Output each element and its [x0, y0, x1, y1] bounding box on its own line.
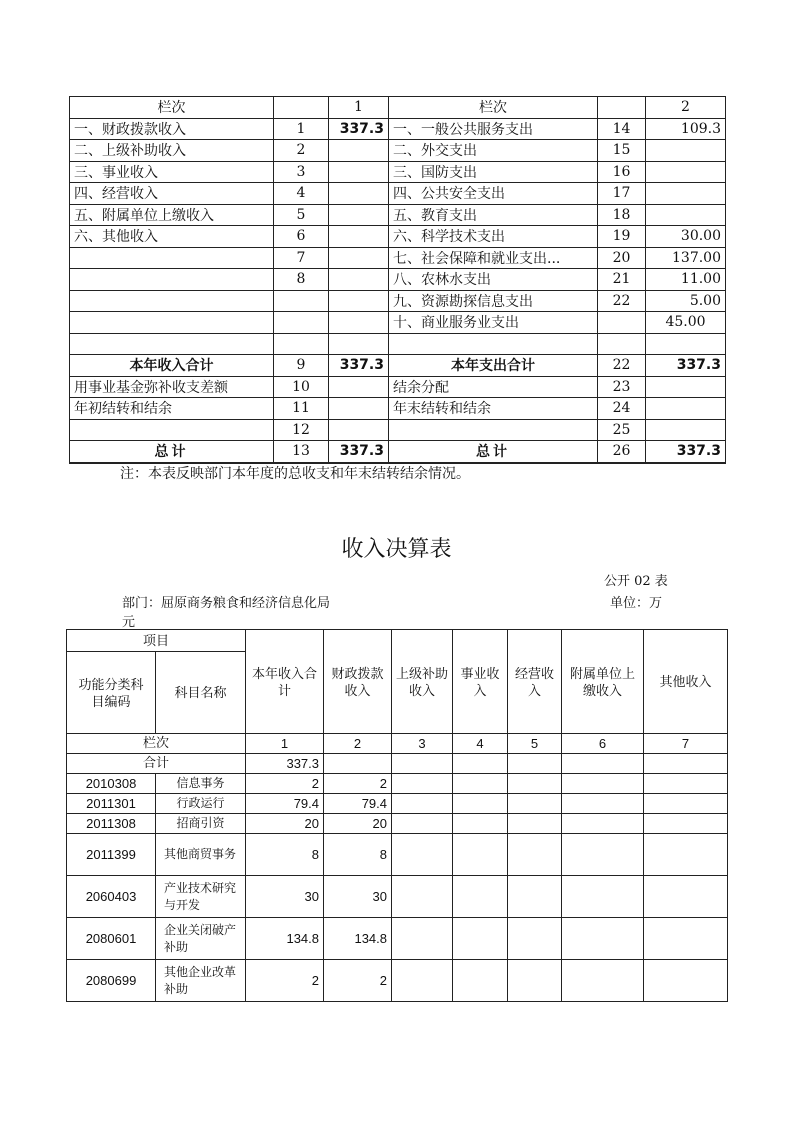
table-row [70, 333, 726, 355]
table-row: 三、事业收入 3 三、国防支出 16 [70, 161, 726, 183]
header-cell: 2 [646, 97, 726, 119]
table-row: 用事业基金弥补收支差额 10 结余分配 23 [70, 376, 726, 398]
header-cell: 科目名称 [156, 652, 246, 734]
table-row: 2011301 行政运行 79.4 79.4 [67, 794, 728, 814]
header-cell: 本年收入合计 [246, 630, 324, 734]
unit-label-tail: 元 [122, 615, 136, 630]
grand-total-row: 总计 13 337.3 总计 26 337.3 [70, 441, 726, 463]
table-note: 注：本表反映部门本年度的总收支和年末结转结余情况。 [120, 466, 470, 482]
annual-total-row: 本年收入合计 9 337.3 本年支出合计 22 337.3 [70, 355, 726, 377]
header-cell: 栏次 [389, 97, 598, 119]
table-header-row [70, 97, 726, 119]
total-row: 合计 337.3 [67, 754, 728, 774]
header-cell-project: 项目 [67, 630, 246, 652]
header-cell: 财政拨款收入 [324, 630, 392, 734]
header-cell: 1 [329, 97, 389, 119]
table-row: 五、附属单位上缴收入 5 五、教育支出 18 [70, 204, 726, 226]
table-row: 二、上级补助收入 2 二、外交支出 15 [70, 140, 726, 162]
table-row: 2011399 其他商贸事务 8 8 [67, 834, 728, 876]
table-row: 九、资源勘探信息支出 22 5.00 [70, 290, 726, 312]
table-row: 2010308 信息事务 2 2 [67, 774, 728, 794]
page-title: 收入决算表 [341, 537, 452, 562]
header-cell: 其他收入 [644, 630, 728, 734]
table-row: 2080699 其他企业改革补助 2 2 [67, 960, 728, 1002]
table-row: 年初结转和结余 11 年末结转和结余 24 [70, 398, 726, 420]
table-row: 8 八、农林水支出 21 11.00 [70, 269, 726, 291]
table-row: 一、财政拨款收入 1 337.3 一、一般公共服务支出 14 109.3 [70, 118, 726, 140]
table-row: 2011308 招商引资 20 20 [67, 814, 728, 834]
table-row: 十、商业服务业支出 45.00 [70, 312, 726, 334]
income-expenditure-summary-table [69, 96, 726, 464]
table-row: 六、其他收入 6 六、科学技术支出 19 30.00 [70, 226, 726, 248]
header-cell: 事业收入 [453, 630, 508, 734]
table-row: 7 七、社会保障和就业支出... 20 137.00 [70, 247, 726, 269]
unit-label: 单位：万 [610, 596, 663, 611]
header-cell: 栏次 [70, 97, 274, 119]
table-row: 2080601 企业关闭破产补助 134.8 134.8 [67, 918, 728, 960]
income-final-accounts-table [66, 629, 728, 1002]
table-row: 12 25 [70, 419, 726, 441]
table-row: 2060403 产业技术研究与开发 30 30 [67, 876, 728, 918]
column-number-row: 栏次 1 2 3 4 5 6 7 [67, 734, 728, 754]
table-row: 四、经营收入 4 四、公共安全支出 17 [70, 183, 726, 205]
header-cell: 附属单位上缴收入 [562, 630, 644, 734]
header-cell: 经营收入 [508, 630, 562, 734]
header-cell: 上级补助收入 [392, 630, 453, 734]
table-header-row [67, 630, 728, 652]
department-label: 部门：屈原商务粮食和经济信息化局 [122, 596, 331, 611]
form-number: 公开 02 表 [604, 574, 668, 589]
header-cell: 功能分类科目编码 [67, 652, 156, 734]
